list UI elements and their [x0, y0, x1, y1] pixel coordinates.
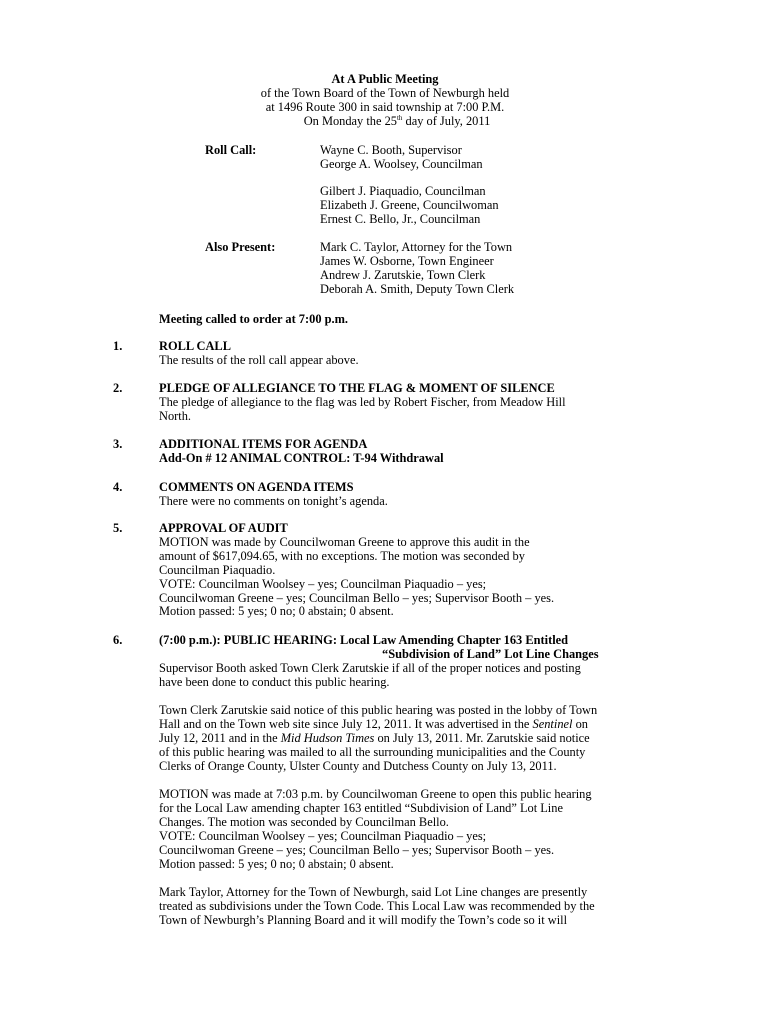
item-4-number: 4. [113, 480, 123, 494]
header-line-2: of the Town Board of the Town of Newburgh held [260, 85, 510, 100]
item-5 [159, 522, 699, 619]
roll-call-member: Wayne C. Booth, Supervisor [320, 143, 462, 157]
item-6-para2-text: Hall and on the Town web site since July 12, 2011. It was advertised in the [159, 716, 533, 731]
item-6-para2-text: on [572, 716, 588, 731]
roll-call-label: Roll Call: [205, 143, 257, 157]
item-6-para2-line [159, 718, 699, 732]
item-6-para2-text: on July 13, 2011. Mr. Zarutskie said notice [374, 730, 590, 745]
item-6-para3-line: for the Local Law amending chapter 163 entitled “Subdivision of Land” Lot Line [159, 800, 563, 815]
roll-call-member: Elizabeth J. Greene, Councilwoman [320, 197, 499, 212]
item-6-para3-line: Councilwoman Greene – yes; Councilman Bello – yes; Supervisor Booth – yes. [159, 842, 555, 857]
item-3-heading: ADDITIONAL ITEMS FOR AGENDA [159, 437, 368, 451]
item-1-text: The results of the roll call appear above. [159, 352, 359, 367]
also-present-member: James W. Osborne, Town Engineer [320, 253, 494, 268]
item-3 [159, 438, 699, 466]
item-6-heading-2: “Subdivision of Land” Lot Line Changes [382, 646, 599, 661]
item-6-para4-line: Mark Taylor, Attorney for the Town of Newburgh, said Lot Line changes are presently [159, 885, 588, 899]
item-6-para3-line: Motion passed: 5 yes; 0 no; 0 abstain; 0 absent. [159, 856, 394, 871]
item-5-line: Motion passed: 5 yes; 0 no; 0 abstain; 0 absent. [159, 604, 394, 619]
item-5-line: Councilman Piaquadio. [159, 562, 276, 577]
item-3-number: 3. [113, 437, 123, 451]
header-line-4 [0, 115, 770, 129]
item-6-para4-line: treated as subdivisions under the Town Code. This Local Law was recommended by the [159, 898, 595, 913]
roll-call-member: George A. Woolsey, Councilman [320, 156, 483, 171]
item-2-line: North. [159, 408, 192, 423]
roll-call-list [320, 144, 483, 172]
header-title: At A Public Meeting [331, 72, 439, 86]
item-2 [159, 382, 699, 424]
item-4-text: There were no comments on tonight’s agenda. [159, 493, 388, 508]
item-6-para1-line: Supervisor Booth asked Town Clerk Zarutskie if all of the proper notices and posting [159, 660, 581, 675]
item-5-line: amount of $617,094.65, with no exceptions. The motion was seconded by [159, 548, 525, 563]
header-line-3: at 1496 Route 300 in said township at 7:00 P.M. [265, 99, 505, 114]
item-6 [159, 634, 699, 690]
also-present-member: Mark C. Taylor, Attorney for the Town [320, 240, 513, 254]
called-to-order: Meeting called to order at 7:00 p.m. [159, 312, 349, 326]
item-6-para-4 [159, 886, 699, 928]
item-1 [159, 340, 699, 368]
item-4 [159, 481, 699, 509]
item-5-line: VOTE: Councilman Woolsey – yes; Councilman Piaquadio – yes; [159, 576, 487, 591]
item-6-para2-line: Clerks of Orange County, Ulster County and Dutchess County on July 13, 2011. [159, 758, 557, 773]
header-date-suffix: th [396, 113, 403, 122]
item-4-heading: COMMENTS ON AGENDA ITEMS [159, 480, 354, 494]
header-date-prefix: On Monday the 25 [303, 113, 397, 128]
also-present-label: Also Present: [205, 240, 276, 254]
also-present-member: Deborah A. Smith, Deputy Town Clerk [320, 281, 515, 296]
item-5-line: MOTION was made by Councilwoman Greene to approve this audit in the [159, 534, 530, 549]
item-2-heading: PLEDGE OF ALLEGIANCE TO THE FLAG & MOMENT OF SILENCE [159, 381, 555, 395]
item-5-line: Councilwoman Greene – yes; Councilman Bello – yes; Supervisor Booth – yes. [159, 590, 555, 605]
also-present-member: Andrew J. Zarutskie, Town Clerk [320, 267, 486, 282]
item-2-number: 2. [113, 381, 123, 395]
header-date-rest: day of July, 2011 [402, 113, 491, 128]
meeting-header [0, 73, 770, 129]
item-6-para2-line [159, 732, 699, 746]
roll-call-list-2 [320, 185, 499, 227]
item-6-heading: (7:00 p.m.): PUBLIC HEARING: Local Law Amending Chapter 163 Entitled [159, 633, 569, 647]
item-6-para-3 [159, 788, 699, 871]
item-6-para1-line: have been done to conduct this public hearing. [159, 674, 390, 689]
item-6-para3-line: VOTE: Councilman Woolsey – yes; Councilman Piaquadio – yes; [159, 828, 487, 843]
item-6-para4-line: Town of Newburgh’s Planning Board and it will modify the Town’s code so it will [159, 912, 568, 927]
item-5-number: 5. [113, 521, 123, 535]
roll-call-member: Gilbert J. Piaquadio, Councilman [320, 184, 486, 198]
also-present-list [320, 241, 514, 297]
item-1-heading: ROLL CALL [159, 339, 231, 353]
item-6-para2-text: July 12, 2011 and in the [159, 730, 281, 745]
item-6-para-2 [159, 704, 699, 774]
item-2-line: The pledge of allegiance to the flag was led by Robert Fischer, from Meadow Hill [159, 394, 566, 409]
item-6-para3-line: Changes. The motion was seconded by Councilman Bello. [159, 814, 449, 829]
item-3-subheading: Add-On # 12 ANIMAL CONTROL: T-94 Withdrawal [159, 450, 444, 465]
item-1-number: 1. [113, 339, 123, 353]
item-6-para2-italic: Sentinel [532, 716, 573, 731]
item-6-number: 6. [113, 633, 123, 647]
item-6-para2-line: of this public hearing was mailed to all the surrounding municipalities and the County [159, 744, 586, 759]
item-6-para2-italic: Mid Hudson Times [280, 730, 375, 745]
item-6-para3-line: MOTION was made at 7:03 p.m. by Councilwoman Greene to open this public hearing [159, 787, 592, 801]
roll-call-member: Ernest C. Bello, Jr., Councilman [320, 211, 481, 226]
item-6-para2-line: Town Clerk Zarutskie said notice of this public hearing was posted in the lobby of Town [159, 703, 598, 717]
item-5-heading: APPROVAL OF AUDIT [159, 521, 288, 535]
